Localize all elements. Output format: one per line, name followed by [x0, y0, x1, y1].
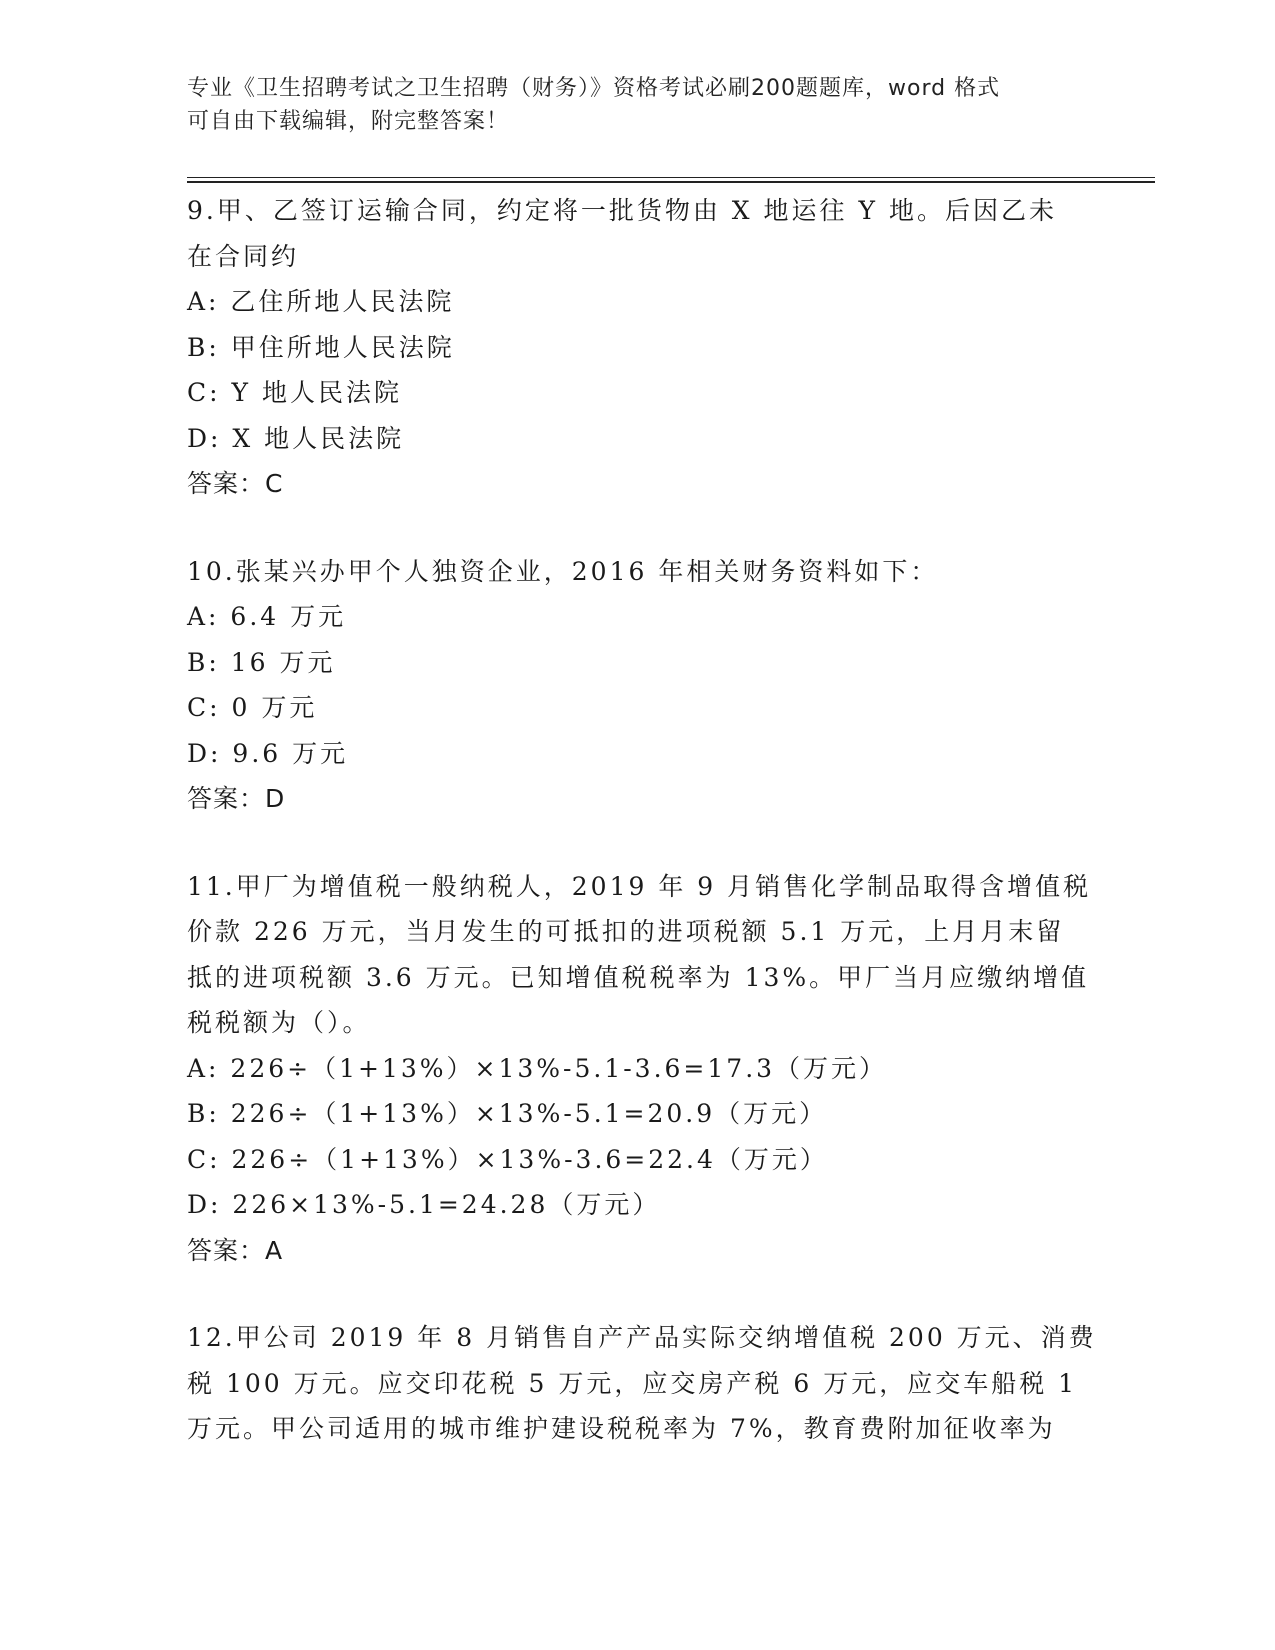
question-stem-line: 9.甲、乙签订运输合同，约定将一批货物由 X 地运往 Y 地。后因乙未	[187, 196, 1057, 225]
option-d: D: 9.6 万元	[187, 738, 349, 768]
option-b: B: 16 万元	[187, 647, 336, 677]
question-list	[187, 188, 1097, 1494]
answer-label: 答案：A	[187, 1235, 284, 1265]
question-stem-line: 抵的进项税额 3.6 万元。已知增值税税率为 13%。甲厂当月应缴纳增值	[187, 962, 1090, 992]
document-header	[187, 72, 1067, 138]
option-d: D: 226×13%-5.1=24.28（万元）	[187, 1190, 661, 1219]
question-stem-line: 12.甲公司 2019 年 8 月销售自产产品实际交纳增值税 200 万元、消费	[187, 1323, 1097, 1352]
question-stem-line: 税 100 万元。应交印花税 5 万元，应交房产税 6 万元，应交车船税 1	[187, 1368, 1078, 1398]
answer-label: 答案：C	[187, 469, 284, 498]
question-stem-line: 万元。甲公司适用的城市维护建设税税率为 7%，教育费附加征收率为	[187, 1414, 1056, 1443]
header-line-1: 专业《卫生招聘考试之卫生招聘（财务）》资格考试必刷200题题库，word 格式	[187, 76, 1001, 101]
option-a: A: 6.4 万元	[187, 602, 347, 631]
question-stem-line: 税税额为（）。	[187, 1008, 371, 1037]
question-9	[187, 188, 1087, 507]
question-10	[187, 549, 1087, 822]
option-b: B: 甲住所地人民法院	[187, 332, 455, 362]
question-stem-line: 11.甲厂为增值税一般纳税人，2019 年 9 月销售化学制品取得含增值税	[187, 871, 1092, 901]
header-divider-thick	[187, 181, 1155, 183]
answer-label: 答案：D	[187, 784, 286, 813]
option-a: A: 226÷（1+13%）×13%-5.1-3.6=17.3（万元）	[187, 1053, 888, 1083]
option-c: C: 226÷（1+13%）×13%-3.6=22.4（万元）	[187, 1144, 828, 1174]
option-c: C: 0 万元	[187, 693, 318, 722]
header-divider-thin	[187, 177, 1155, 178]
option-a: A: 乙住所地人民法院	[187, 287, 455, 316]
option-c: C: Y 地人民法院	[187, 378, 402, 407]
question-stem-line: 价款 226 万元，当月发生的可抵扣的进项税额 5.1 万元，上月月末留	[187, 917, 1065, 946]
header-line-2: 可自由下载编辑，附完整答案！	[187, 109, 510, 134]
option-b: B: 226÷（1+13%）×13%-5.1=20.9（万元）	[187, 1099, 828, 1128]
question-stem-line: 在合同约	[187, 241, 300, 271]
question-11	[187, 864, 1092, 1274]
question-12	[187, 1315, 1097, 1452]
option-d: D: X 地人民法院	[187, 423, 405, 453]
question-stem-line: 10.张某兴办甲个人独资企业，2016 年相关财务资料如下：	[187, 556, 939, 586]
